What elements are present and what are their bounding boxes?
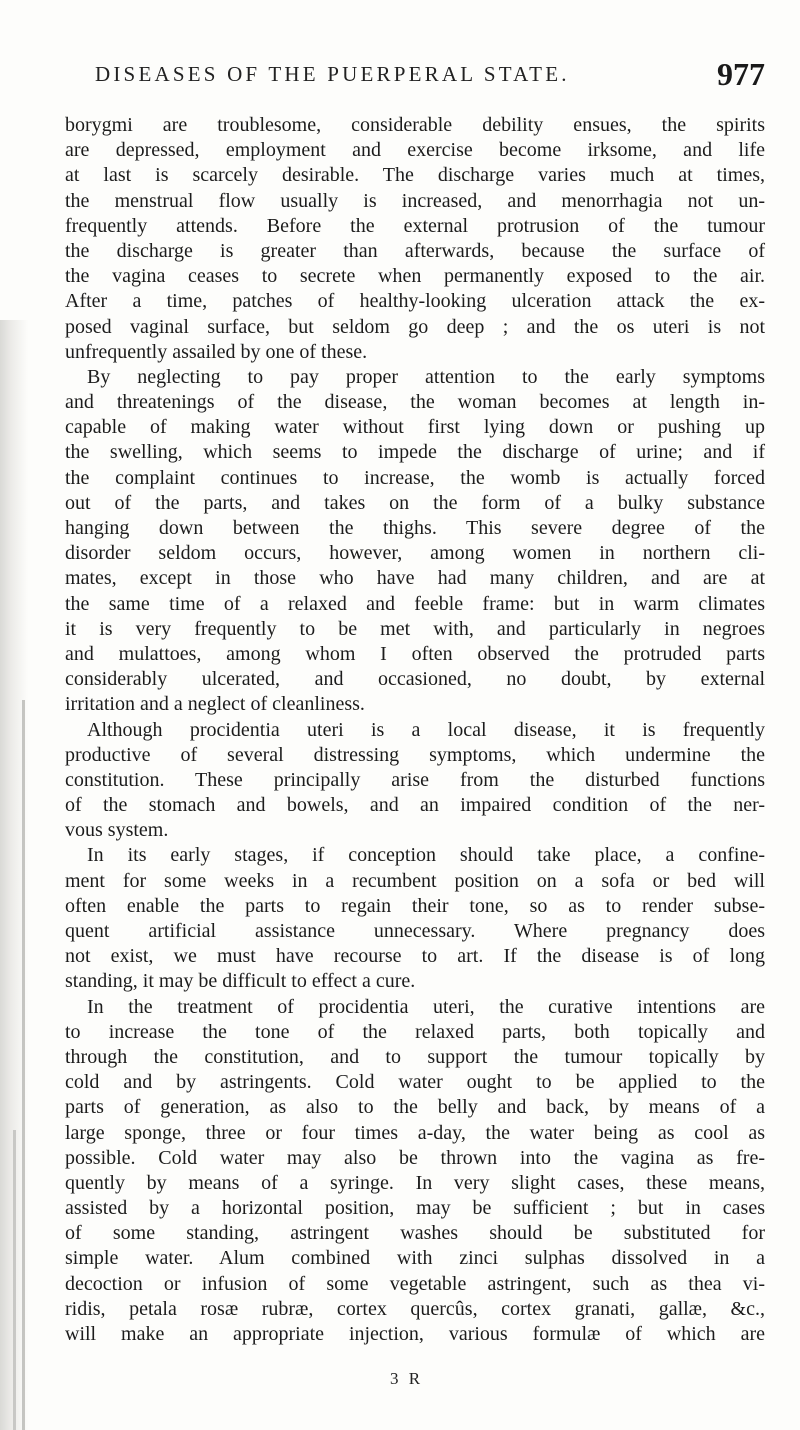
text-line: often enable the parts to regain their tone, so as to render subse-: [65, 894, 765, 917]
text-line: the vagina ceases to secrete when permanently exposed to the air.: [65, 265, 765, 288]
text-line: productive of several distressing symptoms, which undermine the: [65, 743, 765, 766]
text-line: of the stomach and bowels, and an impaired condition of the ner-: [65, 794, 765, 817]
text-line: large sponge, three or four times a-day, the water being as cool as: [65, 1121, 765, 1144]
text-line: hanging down between the thighs. This severe degree of the: [65, 517, 765, 539]
text-line: mates, except in those who have had many children, and are at: [65, 567, 765, 590]
text-line: possible. Cold water may also be thrown into the vagina as fre-: [65, 1146, 765, 1169]
text-line: parts of generation, as also to the belly and back, by means of a: [65, 1096, 765, 1119]
text-line: assisted by a horizontal position, may be sufficient ; but in cases: [65, 1197, 765, 1220]
text-line: at last is scarcely desirable. The discharge varies much at times,: [65, 164, 765, 187]
text-line: constitution. These principally arise from the disturbed functions: [65, 768, 765, 791]
text-line: vous system.: [65, 819, 169, 842]
paragraph-start-line: In its early stages, if conception should take place, a confine-: [87, 844, 765, 867]
text-line: the menstrual flow usually is increased, and menorrhagia not un-: [65, 189, 765, 212]
text-line: are depressed, employment and exercise become irksome, and life: [65, 139, 765, 162]
text-line: standing, it may be difficult to effect a cure.: [65, 970, 416, 993]
text-line: decoction or infusion of some vegetable astringent, such as thea vi-: [65, 1272, 765, 1295]
text-line: out of the parts, and takes on the form of a bulky substance: [65, 491, 765, 514]
body-text: [65, 113, 765, 1347]
text-line: disorder seldom occurs, however, among women in northern cli-: [65, 542, 765, 565]
text-line: posed vaginal surface, but seldom go deep ; and the os uteri is not: [65, 315, 765, 338]
text-line: not exist, we must have recourse to art. If the disease is of long: [65, 945, 765, 968]
text-line: of some standing, astringent washes should be substituted for: [65, 1222, 765, 1245]
text-line: borygmi are troublesome, considerable debility ensues, the spirits: [65, 114, 765, 136]
text-line: through the constitution, and to support the tumour topically by: [65, 1045, 765, 1068]
page-number: 977: [717, 56, 765, 92]
text-line: and threatenings of the disease, the woman becomes at length in-: [65, 391, 765, 414]
text-line: unfrequently assailed by one of these.: [65, 340, 368, 363]
text-line: capable of making water without first lying down or pushing up: [65, 416, 765, 439]
text-line: After a time, patches of healthy-looking ulceration attack the ex-: [65, 290, 765, 313]
running-head: [95, 58, 765, 92]
text-line: irritation and a neglect of cleanliness.: [65, 693, 365, 716]
binding-edge-line: [22, 700, 25, 1430]
text-line: to increase the tone of the relaxed parts, both topically and: [65, 1020, 765, 1043]
text-line: ridis, petala rosæ rubræ, cortex quercûs, cortex granati, gallæ, &c.,: [65, 1297, 765, 1320]
text-line: and mulattoes, among whom I often observed the protruded parts: [65, 642, 765, 665]
text-line: ment for some weeks in a recumbent position on a sofa or bed will: [65, 869, 765, 892]
text-line: it is very frequently to be met with, and particularly in negroes: [65, 617, 765, 640]
text-line: frequently attends. Before the external protrusion of the tumour: [65, 214, 765, 237]
text-line: cold and by astringents. Cold water ought to be applied to the: [65, 1071, 765, 1094]
binding-edge-line: [13, 1130, 16, 1430]
signature-mark: 3 R: [390, 1369, 424, 1388]
text-line: quent artificial assistance unnecessary. Where pregnancy does: [65, 920, 765, 942]
paragraph-start-line: Although procidentia uteri is a local disease, it is frequently: [87, 718, 765, 741]
text-line: quently by means of a syringe. In very slight cases, these means,: [65, 1171, 765, 1194]
text-line: will make an appropriate injection, various formulæ of which are: [65, 1323, 765, 1345]
text-line: simple water. Alum combined with zinci sulphas dissolved in a: [65, 1247, 765, 1270]
text-line: the swelling, which seems to impede the discharge of urine; and if: [65, 441, 765, 464]
paragraph-start-line: By neglecting to pay proper attention to the early symptoms: [87, 365, 765, 388]
paragraph-start-line: In the treatment of procidentia uteri, the curative intentions are: [87, 995, 765, 1018]
running-title: DISEASES OF THE PUERPERAL STATE.: [95, 62, 570, 86]
text-line: the discharge is greater than afterwards, because the surface of: [65, 239, 765, 262]
text-line: the complaint continues to increase, the womb is actually forced: [65, 466, 765, 489]
text-line: the same time of a relaxed and feeble frame: but in warm climates: [65, 592, 765, 615]
text-line: considerably ulcerated, and occasioned, no doubt, by external: [65, 668, 765, 691]
